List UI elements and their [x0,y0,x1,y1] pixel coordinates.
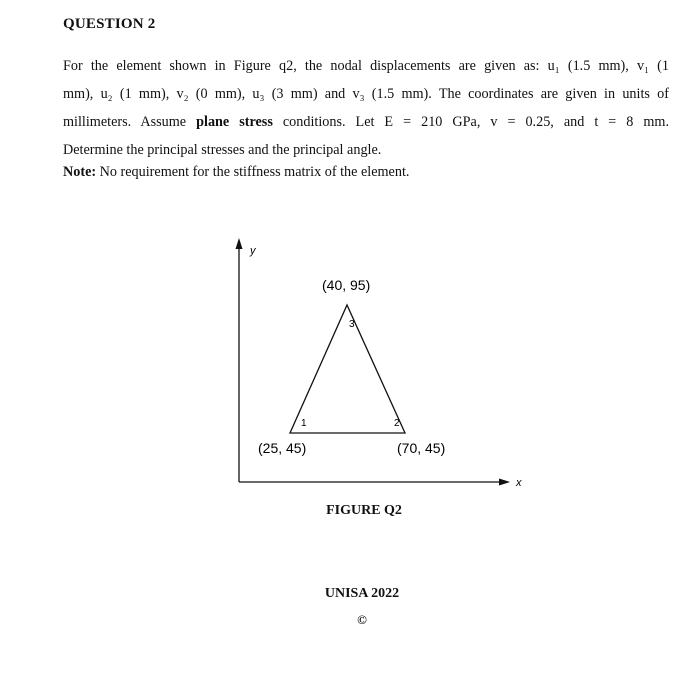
triangle-element [290,305,405,433]
x-axis-arrow-icon [499,479,510,486]
copyright-symbol: © [357,612,367,627]
coordinate-node-1: (25, 45) [258,440,307,456]
body-line-3-start: millimeters. Assume [63,114,197,130]
plane-stress-emphasis: plane stress [196,114,273,130]
y-axis-arrow-icon [236,238,243,249]
y-axis-label: y [250,245,256,257]
footer-org: UNISA 2022 [324,586,400,601]
note-label: Note: [63,164,97,180]
node-3-label: 3 [349,319,355,330]
figure-caption: FIGURE Q2 [326,503,402,518]
body-line-1: For the element shown in Figure q2, the nodal displacements are given as: u₁ (1.5 mm), v₁ (1 [63,58,669,74]
body-line-2: mm), u₂ (1 mm), v₂ (0 mm), u₃ (3 mm) and v₃ (1.5 mm). The coordinates are given in units of [63,86,669,102]
body-line-3-end: conditions. Let E = 210 GPa, v = 0.25, and t = 8 mm. [272,114,669,130]
coordinate-node-2: (70, 45) [397,440,446,456]
question-title: QUESTION 2 [63,16,156,32]
node-2-label: 2 [394,418,400,429]
note-text: No requirement for the stiffness matrix of the element. [96,164,410,180]
node-1-label: 1 [301,418,307,429]
body-line-4: Determine the principal stresses and the principal angle. [63,142,382,158]
x-axis-label: x [516,477,522,489]
coordinate-node-3: (40, 95) [322,277,371,293]
